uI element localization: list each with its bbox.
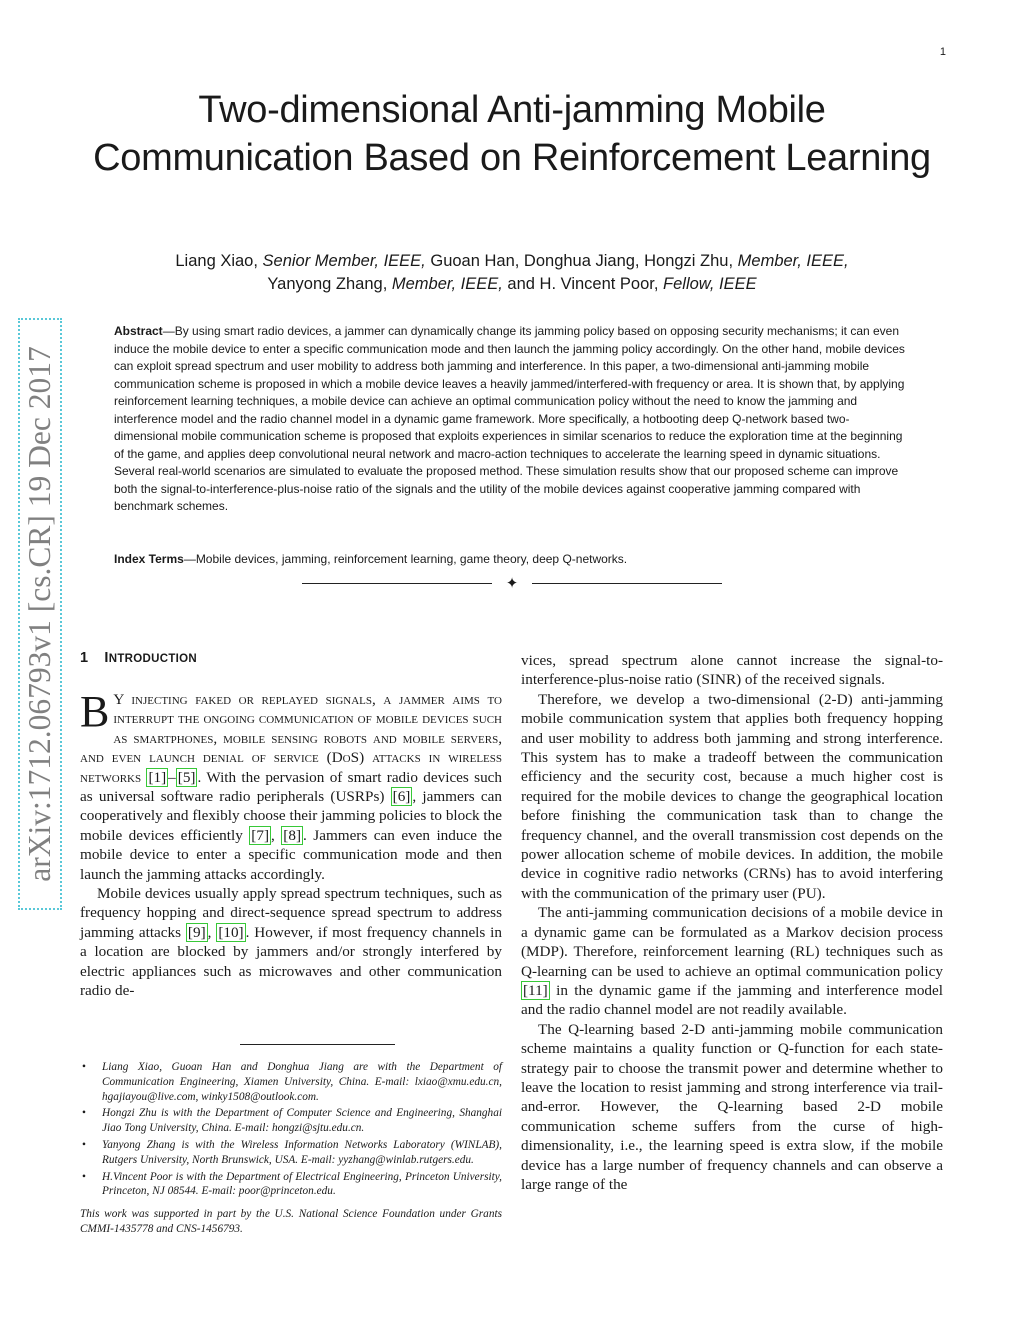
footnote-item bbox=[80, 1106, 502, 1136]
separator-diamond-icon: ✦ bbox=[505, 576, 519, 592]
citation-link[interactable]: [7] bbox=[251, 826, 270, 844]
abstract-text: —By using smart radio devices, a jammer can dynamically change its jamming policy based on opposing security mechanisms; it can even induce the mobile device to enter a specific communication mode and then launch the jamming policy accordingly. On the other hand, mobile devices can exploit spread spectrum and user mobility to address both jamming and interference. In this paper, a two-dimensional anti-jamming mobile communication scheme is proposed in which a mobile device leaves a heavily jammed/interfered-with frequency or area. It is shown that, by applying reinforcement learning techniques, a mobile device can achieve an optimal communication policy without the need to know the jamming and interference model and the radio channel model in a dynamic game framework. More specifically, a hotbooting deep Q-network based two-dimensional mobile communication scheme is proposed that exploits experiences in similar scenarios to reduce the exploration time at the beginning of the game, and applies deep convolutional neural network and macro-action techniques to accelerate the learning speed in dynamic situations. Several real-world scenarios are simulated to evaluate the proposed method. These simulation results show that our proposed scheme can improve both the signal-to-interference-plus-noise ratio of the signals and the utility of the mobile devices against cooperative jamming compared with benchmark schemes. bbox=[114, 324, 905, 513]
footnote-text: Liang Xiao, Guoan Han and Donghua Jiang are with the Department of Communication Engineering, Xiamen University, China. E-mail: lxiao@xmu.edu.cn, hgajiayou@live.com, winky1508@outlook.com. bbox=[102, 1061, 502, 1103]
author-role: Member, IEEE, bbox=[391, 275, 503, 293]
paragraph-text: . With the pervasion of smart radio devices such as universal software radio peripherals (USRPs) bbox=[80, 768, 503, 806]
footnotes bbox=[80, 1060, 502, 1237]
citation-link[interactable]: [5] bbox=[177, 768, 196, 786]
funding-note: This work was supported in part by the U.S. National Science Foundation under Grants CMMI-1435778 and CNS-1456793. bbox=[80, 1208, 502, 1235]
separator-rule-left bbox=[302, 583, 492, 584]
footnote-text: Yanyong Zhang is with the Wireless Information Networks Laboratory (WINLAB), Rutgers University, North Brunswick, USA. E-mail: yyzhang@winlab.rutgers.edu. bbox=[102, 1138, 502, 1166]
paragraph-text: . However, if most frequency channels in a location are blocked by jammers and/or strongly interfered by electric appliances such as microwaves and other communication radio de- bbox=[80, 923, 502, 1000]
paper-title: Two-dimensional Anti-jamming Mobile Communication Based on Reinforcement Learning bbox=[93, 89, 931, 179]
arxiv-identifier: arXiv:1712.06793v1 [cs.CR] 19 Dec 2017 bbox=[22, 346, 57, 882]
paragraph: Therefore, we develop a two-dimensional (2-D) anti-jamming mobile communication system that applies both frequency hopping and user mobility to address both jamming and strong interference. This system has to make a tradeoff between the communication efficiency and the security cost, because a much higher cost is required for the mobile devices to change the geographical location before finishing the communication task than to change the frequency channel, and the overall transmission cost depends on the power allocation scheme of mobile devices. In addition, the mobile device in cognitive radio networks (CRNs) has to avoid interfering with the communication of the primary user (PU). bbox=[521, 690, 943, 902]
drop-cap: B bbox=[80, 687, 110, 736]
author-name: Yanyong Zhang, bbox=[267, 275, 392, 293]
citation-link[interactable]: [11] bbox=[523, 981, 548, 999]
index-terms-label: Index Terms bbox=[114, 552, 184, 566]
paragraph-text: , bbox=[271, 826, 282, 844]
paragraph bbox=[521, 903, 943, 1019]
left-column bbox=[80, 687, 503, 1001]
bullet-icon: • bbox=[82, 1061, 86, 1073]
section-number: 1 bbox=[80, 650, 89, 666]
section-title-rest: NTRODUCTION bbox=[108, 653, 197, 665]
right-column bbox=[521, 651, 943, 1194]
paragraph-text: Mobile devices usually apply spread spectrum techniques, such as frequency hopping and direct-sequence spread spectrum to address jamming attacks bbox=[80, 885, 502, 941]
paragraph bbox=[80, 884, 502, 1000]
section-title-initial: I bbox=[104, 650, 109, 666]
paragraph-text: Y injecting faked or replayed signals, a jammer aims to interrupt the ongoing communication of mobile devices such as smartphones, mobile sensing robots and mobile servers, and even launch denial of service (DoS) attacks in wireless networks bbox=[80, 691, 502, 786]
paragraph-text: – bbox=[168, 768, 176, 786]
page-number: 1 bbox=[939, 46, 946, 58]
citation-link[interactable]: [10] bbox=[218, 923, 244, 941]
author-role: Fellow, IEEE bbox=[663, 275, 757, 293]
footnote-item bbox=[80, 1138, 502, 1168]
footnote-item bbox=[80, 1170, 502, 1200]
arxiv-stamp bbox=[18, 318, 62, 910]
author-list bbox=[90, 250, 934, 296]
citation-link[interactable]: [9] bbox=[187, 923, 206, 941]
author-name: Liang Xiao, bbox=[175, 252, 263, 270]
paragraph-text: The anti-jamming communication decisions of a mobile device in a dynamic game can be formulated as a Markov decision process (MDP). Therefore, reinforcement learning (RL) techniques such as Q-learning can be used to achieve an optimal communication policy bbox=[521, 904, 943, 980]
bullet-icon: • bbox=[82, 1107, 86, 1120]
section-separator bbox=[302, 574, 722, 594]
paragraph: The Q-learning based 2-D anti-jamming mobile communication scheme maintains a quality function or Q-function for each state-strategy pair to choose the transmit power and determine whether to leave the location to resist jamming and strong interference via trail-and-error. However, the Q-learning based 2-D mobile communication scheme suffers from the curse of high-dimensionality, i.e., the learning speed is extra slow, if the mobile device has a large number of frequency channels and can observe a large range of the bbox=[521, 1020, 943, 1193]
separator-rule-right bbox=[532, 583, 722, 584]
paragraph-text: , jammers can cooperatively and flexibly choose their jamming policies to block the mobile devices efficiently bbox=[80, 788, 502, 844]
footnote-item bbox=[80, 1060, 502, 1104]
author-role: Senior Member, IEEE, bbox=[262, 252, 426, 270]
index-terms bbox=[114, 551, 911, 568]
bullet-icon: • bbox=[82, 1138, 86, 1151]
citation-link[interactable]: [1] bbox=[148, 768, 167, 786]
author-name: Guoan Han, Donghua Jiang, Hongzi Zhu, bbox=[425, 252, 738, 270]
abstract bbox=[114, 323, 911, 516]
citation-link[interactable]: [6] bbox=[392, 788, 411, 806]
footnote-rule bbox=[240, 1044, 395, 1045]
index-terms-text: —Mobile devices, jamming, reinforcement learning, game theory, deep Q-networks. bbox=[183, 552, 628, 566]
paragraph-text: , bbox=[207, 923, 217, 941]
bullet-icon: • bbox=[82, 1170, 86, 1183]
author-name: and H. Vincent Poor, bbox=[502, 275, 664, 293]
author-role: Member, IEEE, bbox=[737, 252, 849, 270]
abstract-label: Abstract bbox=[114, 324, 163, 338]
paragraph-text: . Jammers can even induce the mobile device to enter a specific communication mode and then launch the jamming attacks accordingly. bbox=[80, 826, 502, 883]
citation-link[interactable]: [8] bbox=[283, 826, 302, 844]
paragraph-text: in the dynamic game if the jamming and interference model and the radio channel model are not readily available. bbox=[521, 981, 943, 1019]
footnote-text: Hongzi Zhu is with the Department of Computer Science and Engineering, Shanghai Jiao Tong University, China. E-mail: hongzi@sjtu.edu.cn. bbox=[102, 1107, 502, 1135]
paragraph bbox=[80, 687, 503, 884]
section-heading bbox=[80, 650, 197, 666]
footnote-text: H.Vincent Poor is with the Department of Electrical Engineering, Princeton University, Princeton, NJ 08544. E-mail: poor@princeton.edu. bbox=[102, 1170, 502, 1198]
paragraph: vices, spread spectrum alone cannot increase the signal-to-interference-plus-noise ratio (SINR) of the received signals. bbox=[521, 652, 943, 689]
